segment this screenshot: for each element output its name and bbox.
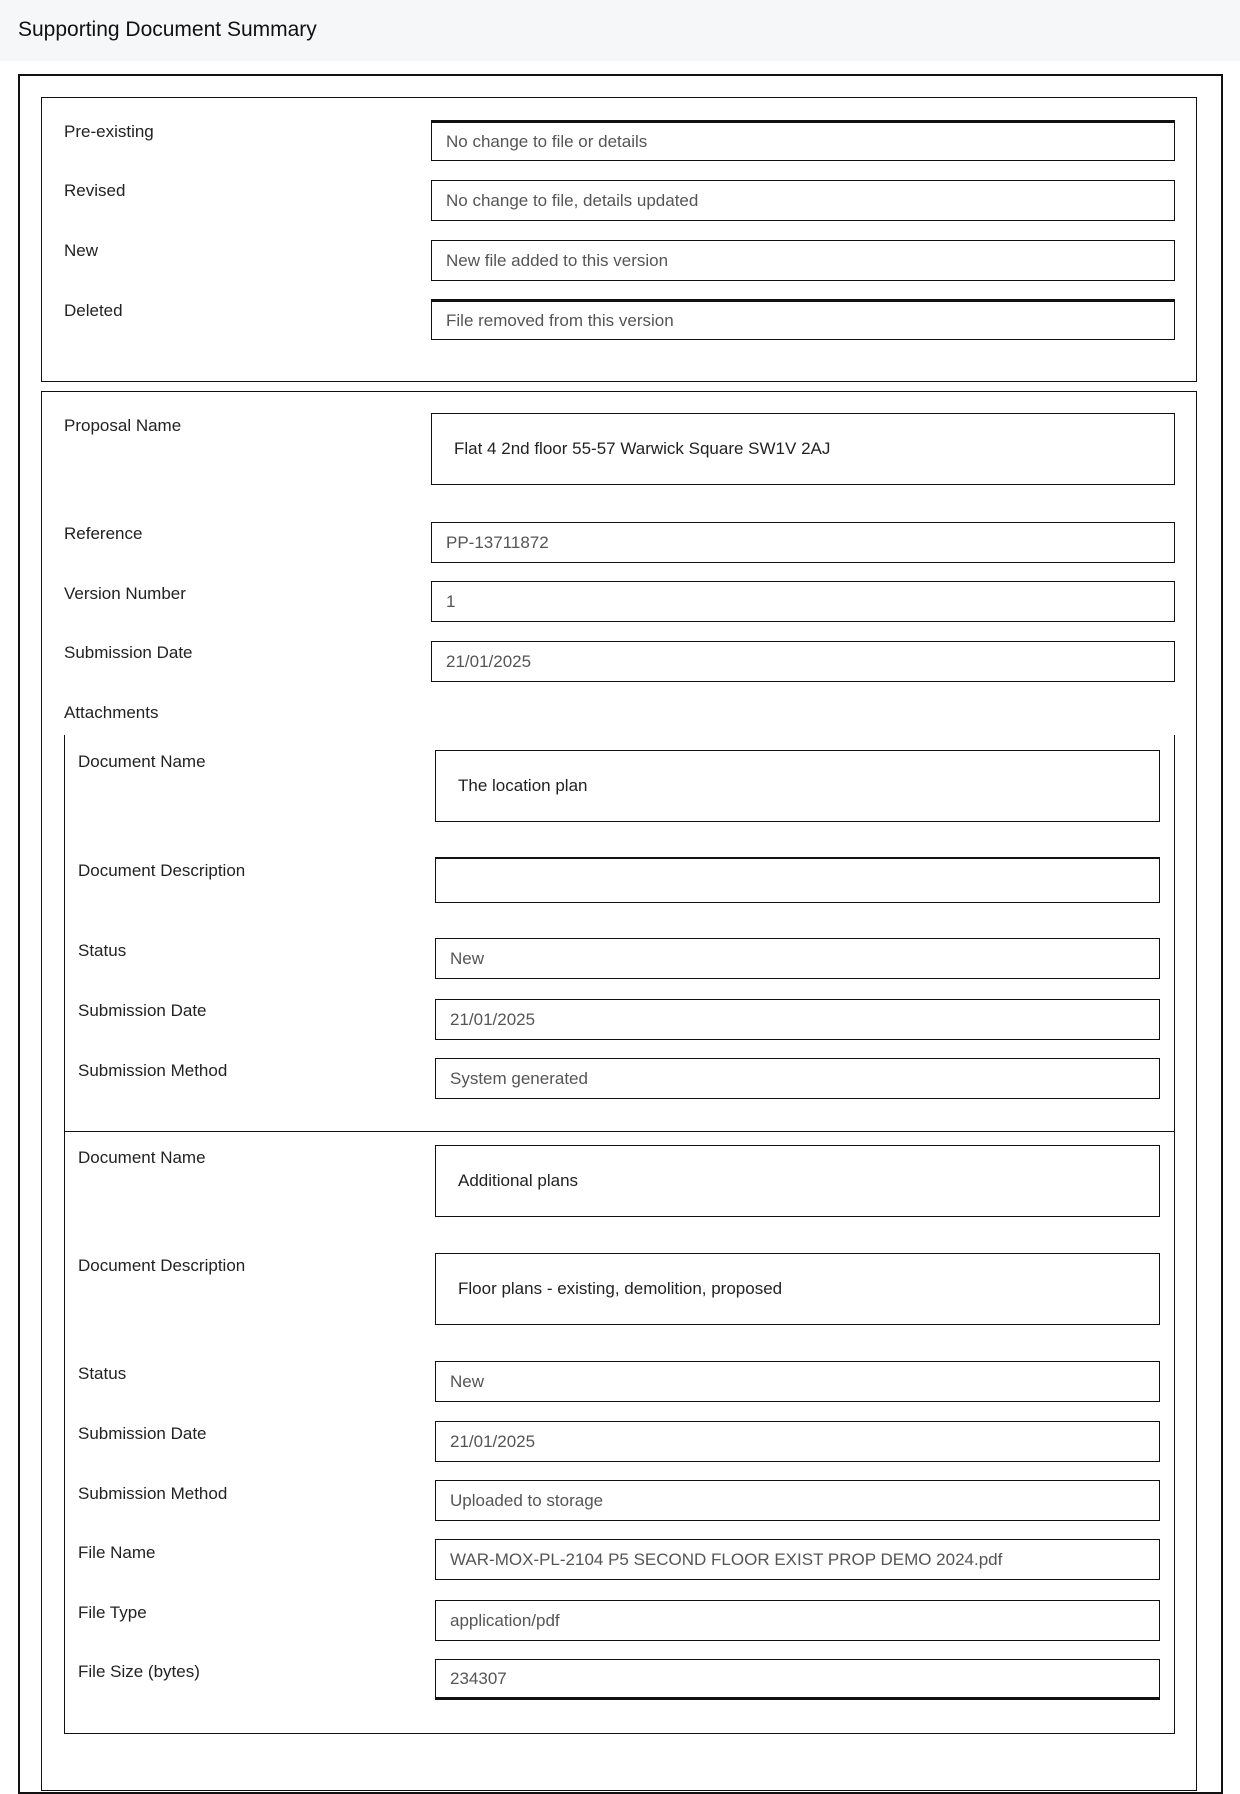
- proposal-name-field: Flat 4 2nd floor 55-57 Warwick Square SW1V 2AJ: [431, 413, 1175, 485]
- file-name-field: WAR-MOX-PL-2104 P5 SECOND FLOOR EXIST PROP DEMO 2024.pdf: [435, 1539, 1160, 1580]
- file-type-label: File Type: [78, 1603, 147, 1622]
- legend-label: Pre-existing: [64, 122, 154, 141]
- attachment-divider: [64, 1131, 1175, 1132]
- document-description-field: Floor plans - existing, demolition, proposed: [435, 1253, 1160, 1325]
- file-size-field: 234307: [435, 1659, 1160, 1700]
- submission-method-label: Submission Method: [78, 1484, 228, 1503]
- version-field: 1: [431, 581, 1175, 622]
- legend-value: No change to file or details: [431, 120, 1175, 161]
- legend-value: New file added to this version: [431, 240, 1175, 281]
- reference-label: Reference: [64, 524, 143, 543]
- page-title: Supporting Document Summary: [18, 18, 317, 41]
- document-description-field: [435, 857, 1160, 903]
- legend-value: No change to file, details updated: [431, 180, 1175, 221]
- legend-label: New: [64, 241, 99, 260]
- submission-date-field: 21/01/2025: [435, 1421, 1160, 1462]
- submission-date-label: Submission Date: [78, 1001, 207, 1020]
- page-header: [0, 0, 1240, 61]
- submission-date-field: 21/01/2025: [431, 641, 1175, 682]
- file-size-label: File Size (bytes): [78, 1662, 200, 1681]
- document-description-label: Document Description: [78, 1256, 246, 1275]
- proposal-name-label: Proposal Name: [64, 416, 182, 435]
- legend-label: Deleted: [64, 301, 123, 320]
- submission-method-field: Uploaded to storage: [435, 1480, 1160, 1521]
- status-field: New: [435, 1361, 1160, 1402]
- status-label: Status: [78, 941, 127, 960]
- submission-method-field: System generated: [435, 1058, 1160, 1099]
- status-field: New: [435, 938, 1160, 979]
- file-type-field: application/pdf: [435, 1600, 1160, 1641]
- submission-date-field: 21/01/2025: [435, 999, 1160, 1040]
- version-label: Version Number: [64, 584, 186, 603]
- legend-label: Revised: [64, 181, 126, 200]
- document-name-field: Additional plans: [435, 1145, 1160, 1217]
- submission-date-label: Submission Date: [78, 1424, 207, 1443]
- legend-value: File removed from this version: [431, 299, 1175, 340]
- submission-method-label: Submission Method: [78, 1061, 228, 1080]
- document-description-label: Document Description: [78, 861, 246, 880]
- document-name-field: The location plan: [435, 750, 1160, 822]
- document-name-label: Document Name: [78, 752, 206, 771]
- reference-field: PP-13711872: [431, 522, 1175, 563]
- file-name-label: File Name: [78, 1543, 156, 1562]
- status-label: Status: [78, 1364, 127, 1383]
- document-name-label: Document Name: [78, 1148, 206, 1167]
- submission-date-label: Submission Date: [64, 643, 193, 662]
- attachments-label: Attachments: [64, 703, 159, 722]
